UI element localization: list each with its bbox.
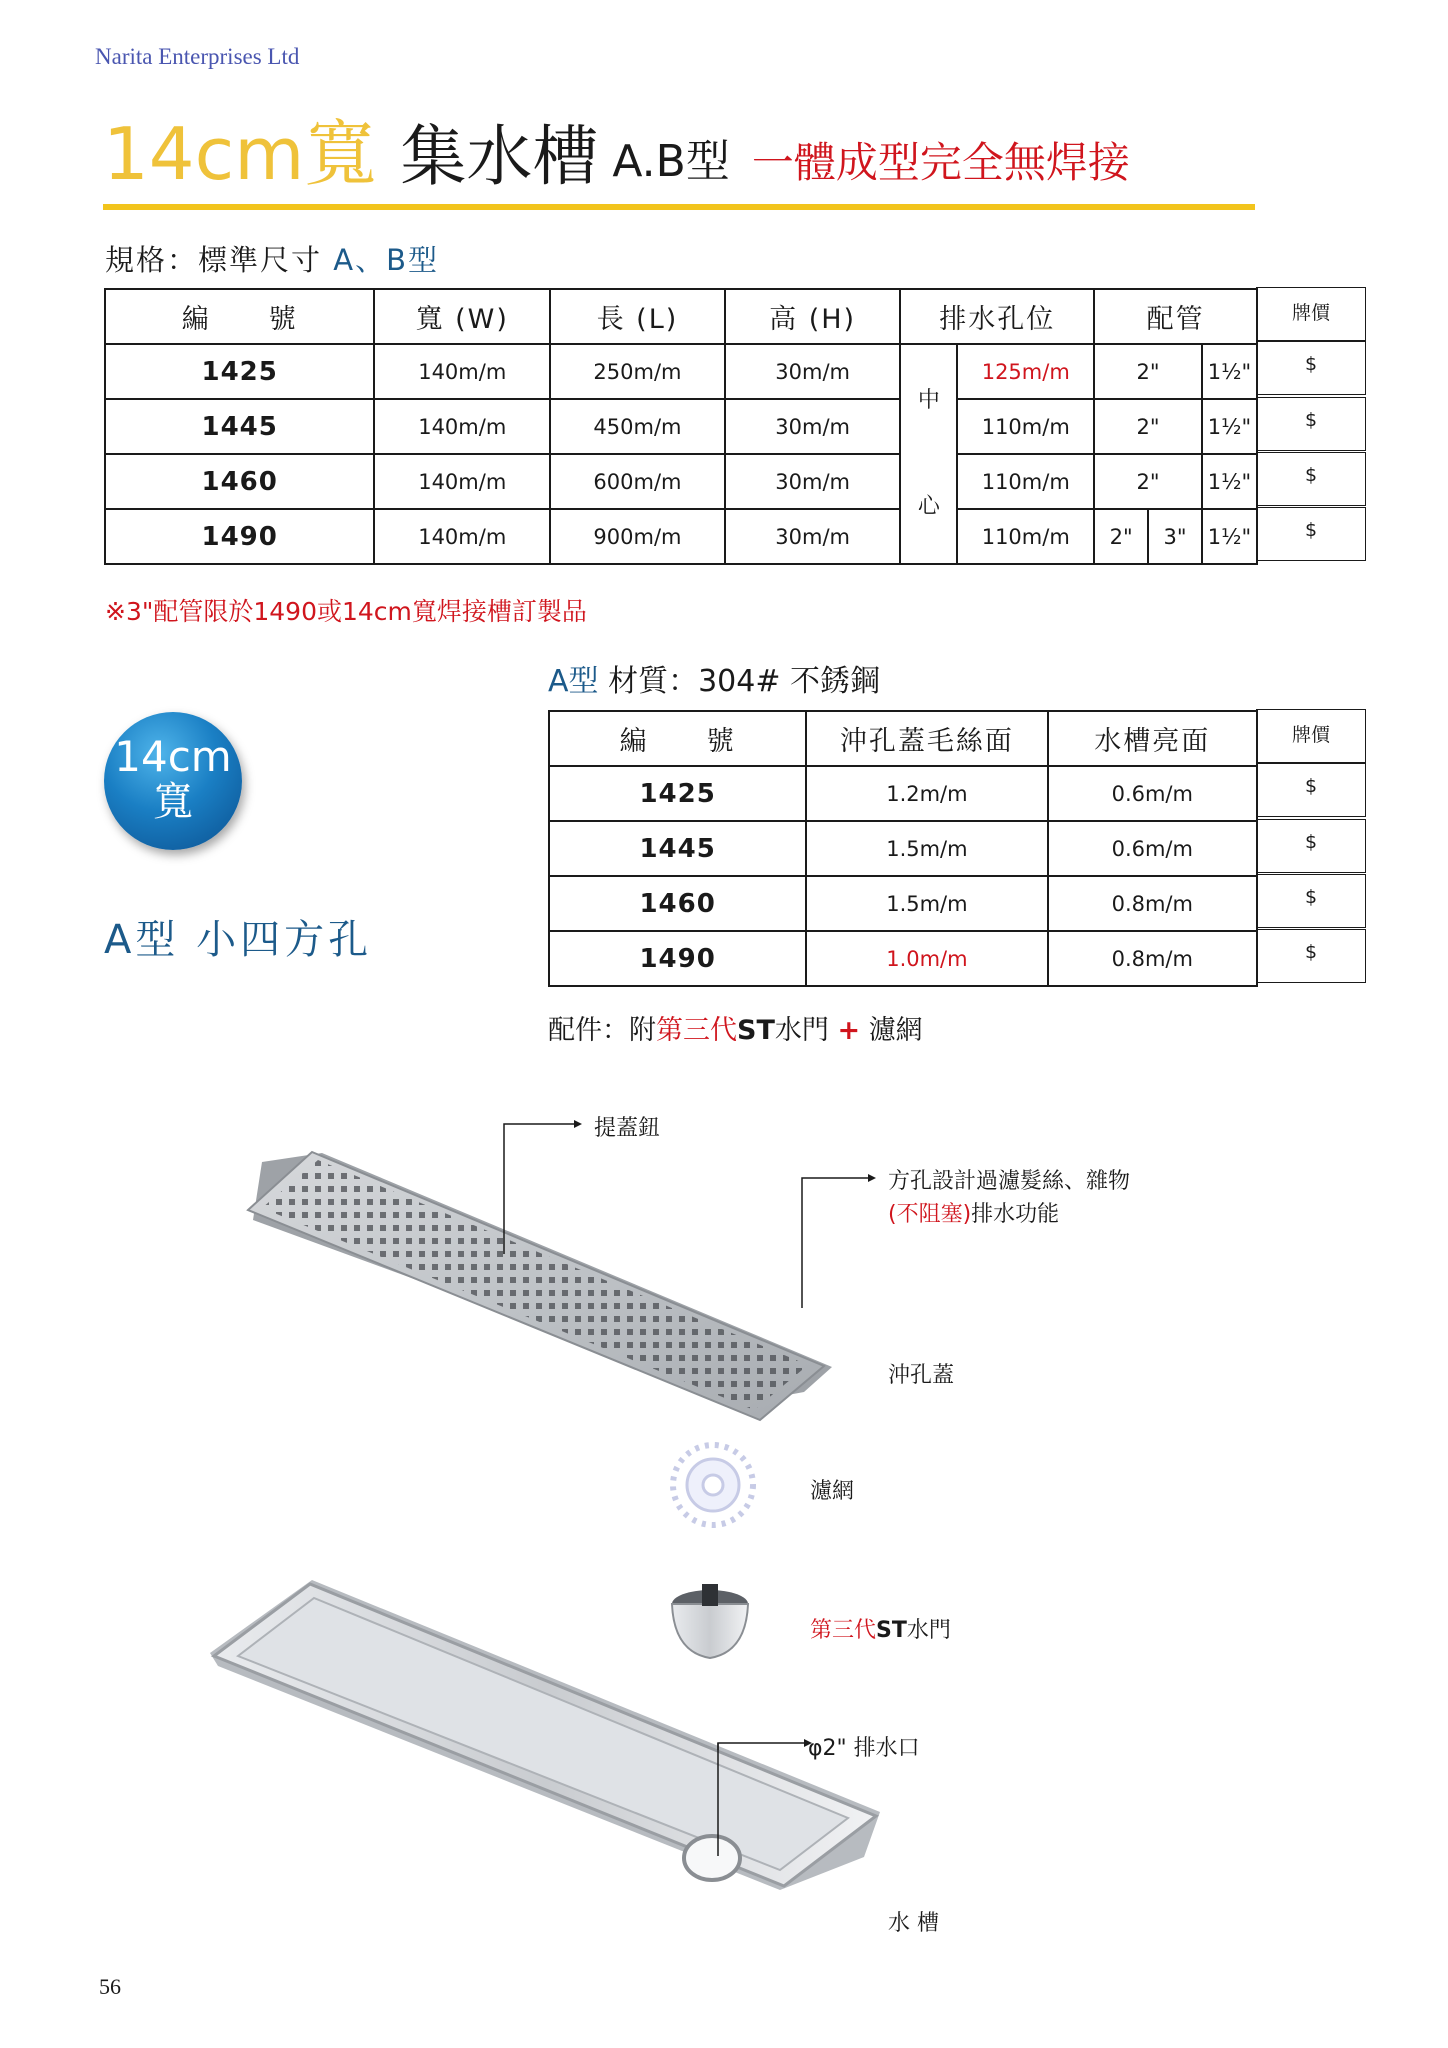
- center-label-top: 中: [917, 388, 940, 413]
- row-code: 1460: [549, 876, 806, 931]
- title-slogan: 一體成型完全無焊接: [751, 138, 1130, 187]
- square-hole-note-1: 方孔設計過濾髮絲、雜物: [888, 1169, 1131, 1194]
- material-heading-text: 材質：304# 不銹鋼: [608, 664, 881, 699]
- row-pipe-b: 1½": [1202, 344, 1257, 399]
- row-tank: 0.8m/m: [1048, 876, 1257, 931]
- header-drain-position: 排水孔位: [900, 289, 1094, 344]
- row-length: 600m/m: [550, 454, 725, 509]
- badge-width: 寬: [153, 779, 193, 825]
- center-label: [900, 344, 957, 564]
- row-length: 450m/m: [550, 399, 725, 454]
- header-code: 編 號: [105, 289, 374, 344]
- square-hole-note-rest: 排水功能: [971, 1202, 1060, 1227]
- price-cell: $: [1256, 397, 1366, 451]
- header-cover-thickness: 沖孔蓋毛絲面: [806, 711, 1047, 766]
- tank-label: 水 槽: [888, 1911, 939, 1936]
- row-pipe-b: 1½": [1202, 509, 1257, 564]
- punched-cover-label: 沖孔蓋: [888, 1363, 955, 1388]
- square-hole-note-2: [888, 1197, 1059, 1228]
- table-row: [549, 876, 1257, 931]
- lift-knob-label: 提蓋鈕: [594, 1116, 661, 1141]
- row-height: 30m/m: [725, 399, 901, 454]
- row-code: 1445: [105, 399, 374, 454]
- row-pipe-b: 1½": [1202, 399, 1257, 454]
- price-cell: $: [1256, 929, 1366, 983]
- row-drain-position: 110m/m: [957, 509, 1094, 564]
- price-header: 牌價: [1256, 287, 1366, 341]
- row-width: 140m/m: [374, 399, 550, 454]
- title-divider: [103, 204, 1255, 210]
- page-title: [103, 100, 1130, 196]
- accessory-prefix: 配件：附: [548, 1015, 656, 1046]
- price-cell: $: [1256, 874, 1366, 928]
- row-cover: 1.0m/m: [806, 931, 1047, 986]
- row-tank: 0.6m/m: [1048, 821, 1257, 876]
- price-cell: $: [1256, 341, 1366, 395]
- row-code: 1425: [105, 344, 374, 399]
- material-heading-type: A型: [548, 664, 599, 699]
- filter-label: 濾網: [810, 1479, 855, 1504]
- accessory-valve: 水門: [774, 1015, 829, 1046]
- row-pipe-a: 2": [1094, 454, 1202, 509]
- accessory-st: ST: [737, 1015, 775, 1046]
- spec-heading: [105, 238, 439, 279]
- row-code: 1425: [549, 766, 806, 821]
- row-cover: 1.5m/m: [806, 876, 1047, 931]
- row-width: 140m/m: [374, 509, 550, 564]
- title-type: A.B型: [612, 136, 730, 187]
- row-cover: 1.2m/m: [806, 766, 1047, 821]
- spec-heading-types: A、B型: [333, 243, 439, 277]
- a-type-label: A型 小四方孔: [104, 917, 373, 963]
- row-height: 30m/m: [725, 454, 901, 509]
- valve-label-gen: 第三代: [810, 1618, 877, 1643]
- material-heading: [548, 656, 880, 700]
- title-product: 集水槽: [400, 118, 599, 195]
- row-pipe-a: 2": [1094, 509, 1148, 564]
- row-width: 140m/m: [374, 344, 550, 399]
- spec-table: [104, 288, 1258, 565]
- table-row: [105, 509, 1257, 564]
- center-label-bottom: 心: [917, 494, 940, 519]
- product-illustration: [0, 1070, 1448, 1970]
- price-cell: $: [1256, 507, 1366, 561]
- row-cover: 1.5m/m: [806, 821, 1047, 876]
- row-pipe-a: 2": [1094, 399, 1202, 454]
- punched-cover-image: [248, 1152, 832, 1420]
- price-cell: $: [1256, 819, 1366, 873]
- valve-image: [672, 1584, 748, 1658]
- valve-label-st: ST: [876, 1618, 907, 1643]
- accessory-gen: 第三代: [656, 1015, 737, 1046]
- table-row: [549, 931, 1257, 986]
- accessory-filter: 濾網: [868, 1015, 923, 1046]
- pipe-note: ※3"配管限於1490或14cm寬焊接槽訂製品: [105, 597, 587, 626]
- table-row: [105, 399, 1257, 454]
- outlet-label: φ2" 排水口: [808, 1736, 920, 1761]
- row-code: 1490: [105, 509, 374, 564]
- table-row: [105, 454, 1257, 509]
- row-width: 140m/m: [374, 454, 550, 509]
- square-hole-note-red: (不阻塞): [888, 1202, 972, 1227]
- header-pipe: 配管: [1094, 289, 1257, 344]
- header-height: 高 (H): [725, 289, 901, 344]
- price-header: 牌價: [1256, 709, 1366, 763]
- valve-label: [810, 1613, 951, 1644]
- row-code: 1490: [549, 931, 806, 986]
- row-tank: 0.8m/m: [1048, 931, 1257, 986]
- filter-image: [673, 1445, 753, 1525]
- spec-heading-prefix: 規格：標準尺寸: [105, 243, 323, 277]
- header-tank-thickness: 水槽亮面: [1048, 711, 1257, 766]
- price-cell: $: [1256, 452, 1366, 506]
- row-code: 1460: [105, 454, 374, 509]
- row-code: 1445: [549, 821, 806, 876]
- row-height: 30m/m: [725, 344, 901, 399]
- header-width: 寬 (W): [374, 289, 550, 344]
- header-code: 編 號: [549, 711, 806, 766]
- company-name: Narita Enterprises Ltd: [95, 44, 300, 69]
- width-badge: [104, 712, 242, 850]
- header-length: 長 (L): [550, 289, 725, 344]
- table-row: [549, 766, 1257, 821]
- tank-image: [210, 1580, 880, 1890]
- row-height: 30m/m: [725, 509, 901, 564]
- badge-size: 14cm: [114, 732, 232, 781]
- table-row: [549, 821, 1257, 876]
- row-pipe-c: 3": [1148, 509, 1202, 564]
- page-number: 56: [99, 1974, 121, 1999]
- row-length: 250m/m: [550, 344, 725, 399]
- row-pipe-a: 2": [1094, 344, 1202, 399]
- table-row: [105, 344, 1257, 399]
- accessory-plus: +: [837, 1015, 861, 1046]
- price-cell: $: [1256, 763, 1366, 817]
- row-drain-position: 110m/m: [957, 399, 1094, 454]
- row-drain-position: 110m/m: [957, 454, 1094, 509]
- title-size: 14cm寬: [103, 112, 377, 196]
- valve-label-rest: 水門: [906, 1618, 951, 1643]
- accessory-line: [548, 1008, 923, 1047]
- row-tank: 0.6m/m: [1048, 766, 1257, 821]
- row-pipe-b: 1½": [1202, 454, 1257, 509]
- row-length: 900m/m: [550, 509, 725, 564]
- row-drain-position: 125m/m: [957, 344, 1094, 399]
- material-table: [548, 710, 1258, 987]
